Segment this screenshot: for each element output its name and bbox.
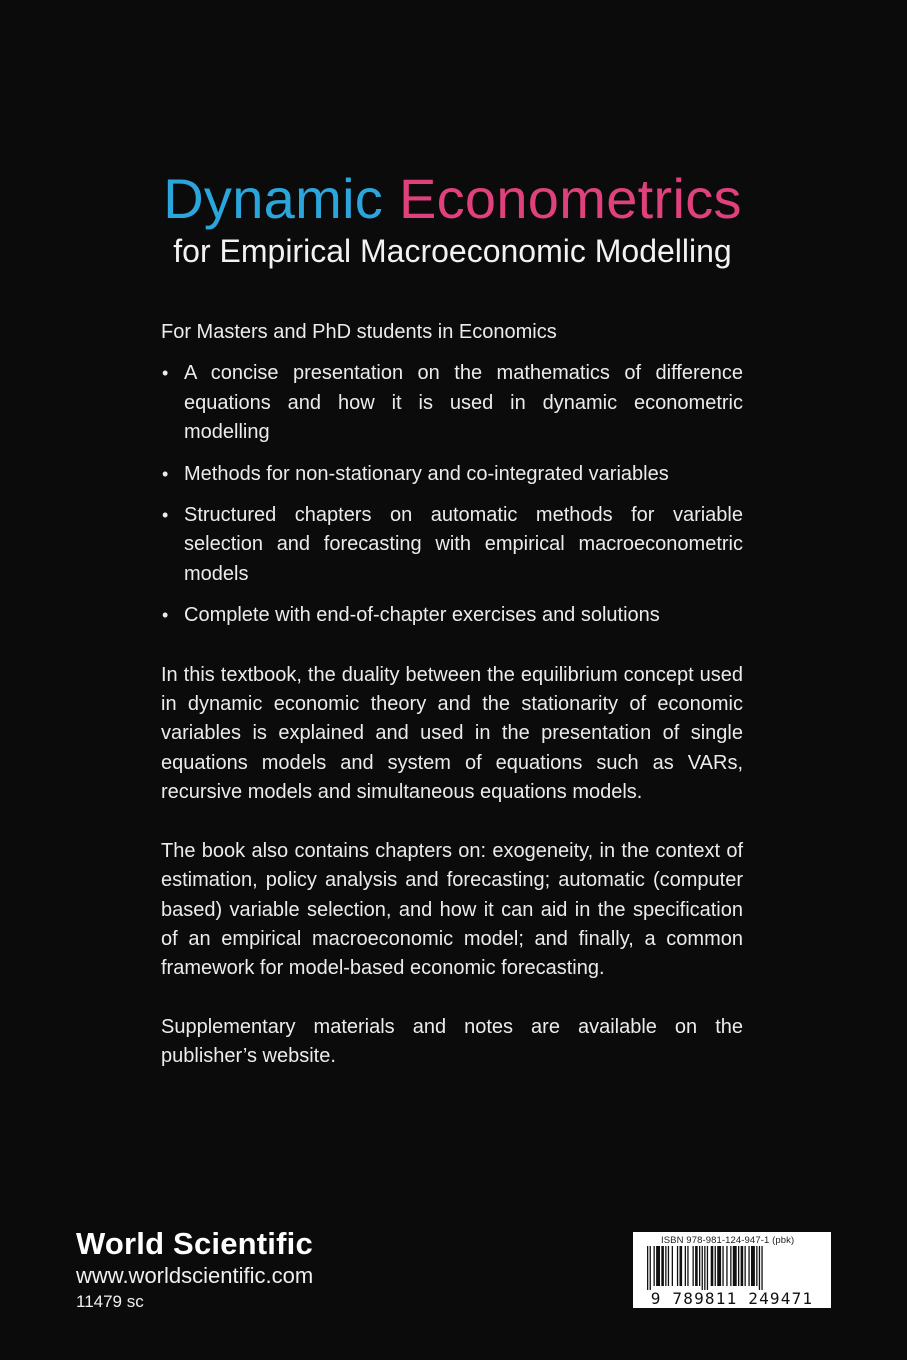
barcode-bar [699,1246,700,1286]
barcode-bar [741,1246,744,1286]
barcode-bar [748,1246,749,1286]
barcode-bar [677,1246,678,1286]
barcode-bar [738,1246,739,1286]
description-paragraph: The book also contains chapters on: exogeneity, in the context of estimation, policy analysis and forecasting; automatic (computer based) variable selection, and how it can aid in the specification of an empirical macroeconomic model; and finally, a common framework for model-based economic forecasting. [161,839,743,980]
barcode-bar [654,1246,655,1286]
barcode-bar [647,1246,648,1290]
barcode-bar [704,1246,705,1290]
barcode-bar [751,1246,755,1286]
description-paragraph: Supplementary materials and notes are available on the publisher’s website. [161,1015,743,1068]
barcode-bar [672,1246,673,1286]
barcode-bar [759,1246,760,1290]
feature-text: Structured chapters on automatic methods for variable selection and forecasting with empirical macroeconometric models [184,504,743,585]
barcode-bar [656,1246,660,1286]
bullet-marker: • [162,363,169,384]
book-subtitle: for Empirical Macroeconomic Modelling [173,233,732,269]
barcode-bar [687,1246,688,1286]
barcode-bar [680,1246,683,1286]
barcode-bar [715,1246,716,1286]
barcode-bars [647,1246,817,1290]
publisher-url: www.worldscientific.com [76,1263,314,1288]
publisher-block [76,1226,313,1314]
barcode-bar [733,1246,737,1286]
title-word-dynamic: Dynamic [163,167,384,230]
barcode-bar [707,1246,708,1290]
barcode-bar [726,1246,727,1286]
barcode-bar [722,1246,723,1286]
isbn-label: ISBN 978-981-124-947-1 (pbk) [661,1235,795,1246]
feature-text: A concise presentation on the mathematics of difference equations and how it is used in dynamic econometric modelling [184,362,743,444]
barcode-bar [761,1246,762,1290]
feature-list [161,359,743,630]
bullet-marker: • [162,505,169,526]
barcode-bar [693,1246,694,1286]
barcode-bar [685,1246,686,1286]
publisher-name: World Scientific [76,1226,313,1261]
barcode-bar [665,1246,666,1286]
barcode-bar [711,1246,714,1286]
feature-text: Complete with end-of-chapter exercises and solutions [184,604,660,627]
barcode-digits: 9 789811 249471 [650,1289,814,1308]
blurb [161,318,743,1072]
barcode-bar [668,1246,669,1286]
feature-text: Methods for non-stationary and co-integrated variables [184,462,669,485]
feature-item [161,460,743,489]
barcode-bar [695,1246,698,1286]
feature-item [161,359,743,447]
barcode-bar [650,1246,651,1290]
title-word-econometrics: Econometrics [398,167,742,230]
isbn-barcode [633,1232,831,1308]
barcode-bar [745,1246,746,1286]
bullet-marker: • [162,463,169,484]
barcode-bar [702,1246,703,1290]
catalog-code: 11479 sc [76,1292,144,1311]
book-title [160,168,745,230]
barcode-bar [730,1246,731,1286]
title-block [160,168,745,270]
feature-item [161,601,743,630]
description-paragraph: In this textbook, the duality between the equilibrium concept used in dynamic economic theory and the stationarity of economic variables is explained and used in the presentation of single equations models and system of equations such as VARs, recursive models and simultaneous equations models. [161,663,743,804]
barcode-bar [756,1246,757,1286]
barcode-bar [717,1246,721,1286]
barcode-bar [661,1246,664,1286]
bullet-marker: • [162,605,169,626]
feature-item [161,501,743,589]
audience-line: For Masters and PhD students in Economics [161,321,557,343]
